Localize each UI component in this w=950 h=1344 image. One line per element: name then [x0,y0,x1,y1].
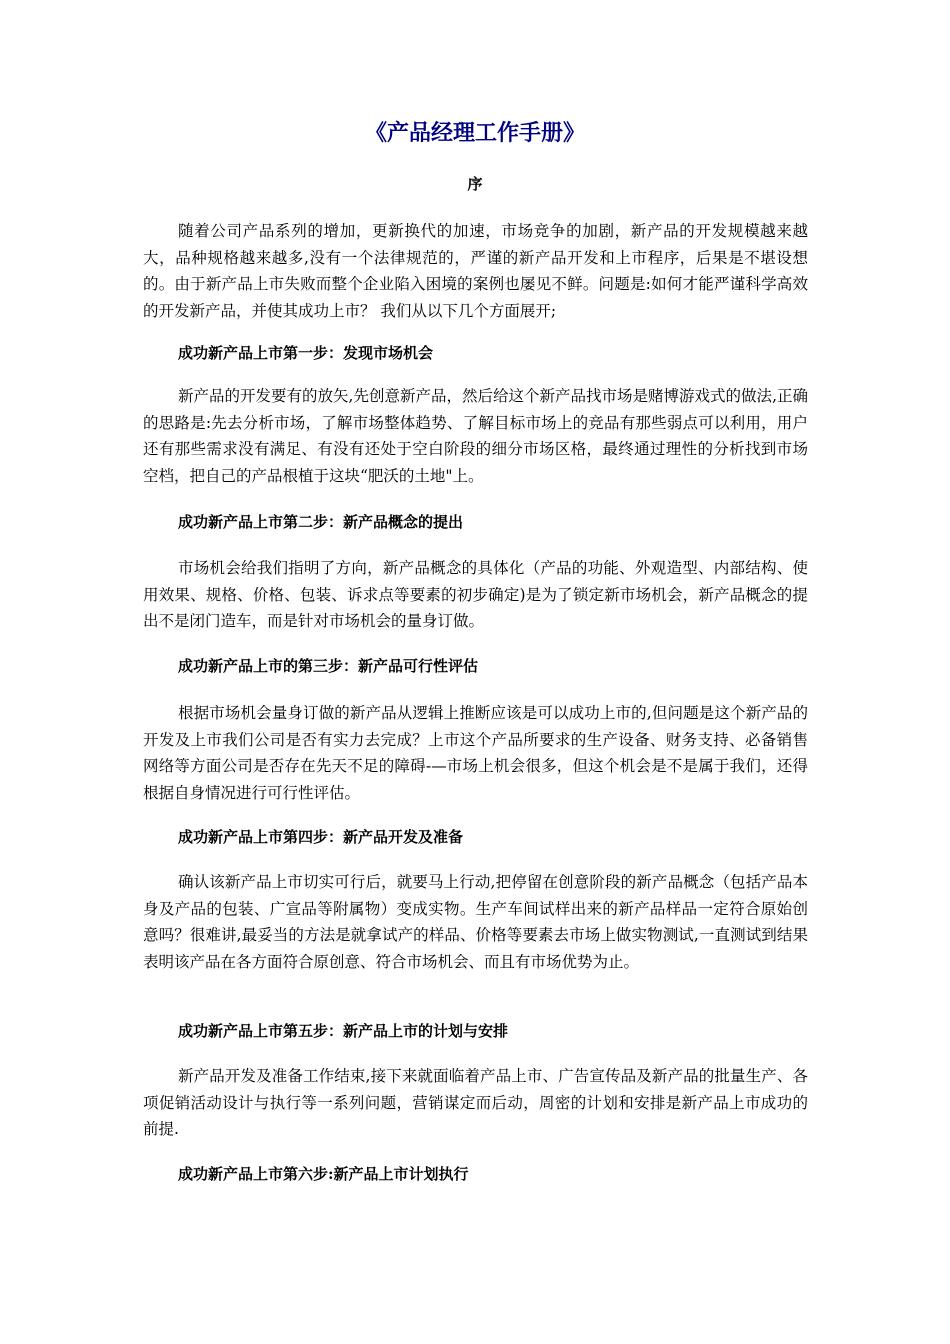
section-paragraph-step-5: 新产品开发及准备工作结束,接下来就面临着产品上市、广告宣传品及新产品的批量生产、各项促销活动设计与执行等一系列问题，营销谋定而后动，周密的计划和安排是新产品上市成功的前提. [143,1067,808,1138]
section-heading-step-1: 成功新产品上市第一步：发现市场机会 [178,344,434,362]
section-heading-step-3: 成功新产品上市的第三步：新产品可行性评估 [178,657,479,675]
section-heading-step-5: 成功新产品上市第五步：新产品上市的计划与安排 [178,1022,509,1040]
section-paragraph-step-1: 新产品的开发要有的放矢,先创意新产品，然后给这个新产品找市场是赌博游戏式的做法,正确的思路是:先去分析市场，了解市场整体趋势、了解目标市场上的竞品有那些弱点可以利用，用户还有那些需求没有满足、有没有还处于空白阶段的细分市场区格，最终通过理性的分析找到市场空档，把自己的产品根植于这块“肥沃的土地"上。 [143,387,808,485]
section-heading-step-4: 成功新产品上市第四步：新产品开发及准备 [178,828,464,846]
section-paragraph-step-3: 根据市场机会量身订做的新产品从逻辑上推断应该是可以成功上市的,但问题是这个新产品的开发及上市我们公司是否有实力去完成？上市这个产品所要求的生产设备、财务支持、必备销售网络等方面公司是否存在先天不足的障碍-—市场上机会很多，但这个机会是不是属于我们，还得根据自身情况进行可行性评估。 [143,704,808,802]
section-heading-step-2: 成功新产品上市第二步：新产品概念的提出 [178,513,464,531]
section-paragraph-step-4: 确认该新产品上市切实可行后，就要马上行动,把停留在创意阶段的新产品概念（包括产品本身及产品的包装、广宣品等附属物）变成实物。生产车间试样出来的新产品样品一定符合原始创意吗？很难讲,最妥当的方法是就拿试产的样品、价格等要素去市场上做实物测试,一直测试到结果表明该产品在各方面符合原创意、符合市场机会、而且有市场优势为止。 [143,873,808,971]
document-title: 《产品经理工作手册》 [364,120,585,146]
section-paragraph-step-2: 市场机会给我们指明了方向，新产品概念的具体化（产品的功能、外观造型、内部结构、使用效果、规格、价格、包装、诉求点等要素的初步确定)是为了锁定新市场机会，新产品概念的提出不是闭门造车，而是针对市场机会的量身订做。 [143,559,808,630]
section-heading-step-6: 成功新产品上市第六步:新产品上市计划执行 [178,1165,469,1183]
preface-heading: 序 [467,175,483,193]
preface-paragraph: 随着公司产品系列的增加，更新换代的加速，市场竞争的加剧，新产品的开发规模越来越大，品种规格越来越多,没有一个法律规范的，严谨的新产品开发和上市程序，后果是不堪设想的。由于新产品上市失败而整个企业陷入困境的案例也屡见不鲜。问题是:如何才能严谨科学高效的开发新产品，并使其成功上市？ 我们从以下几个方面展开; [143,222,808,320]
